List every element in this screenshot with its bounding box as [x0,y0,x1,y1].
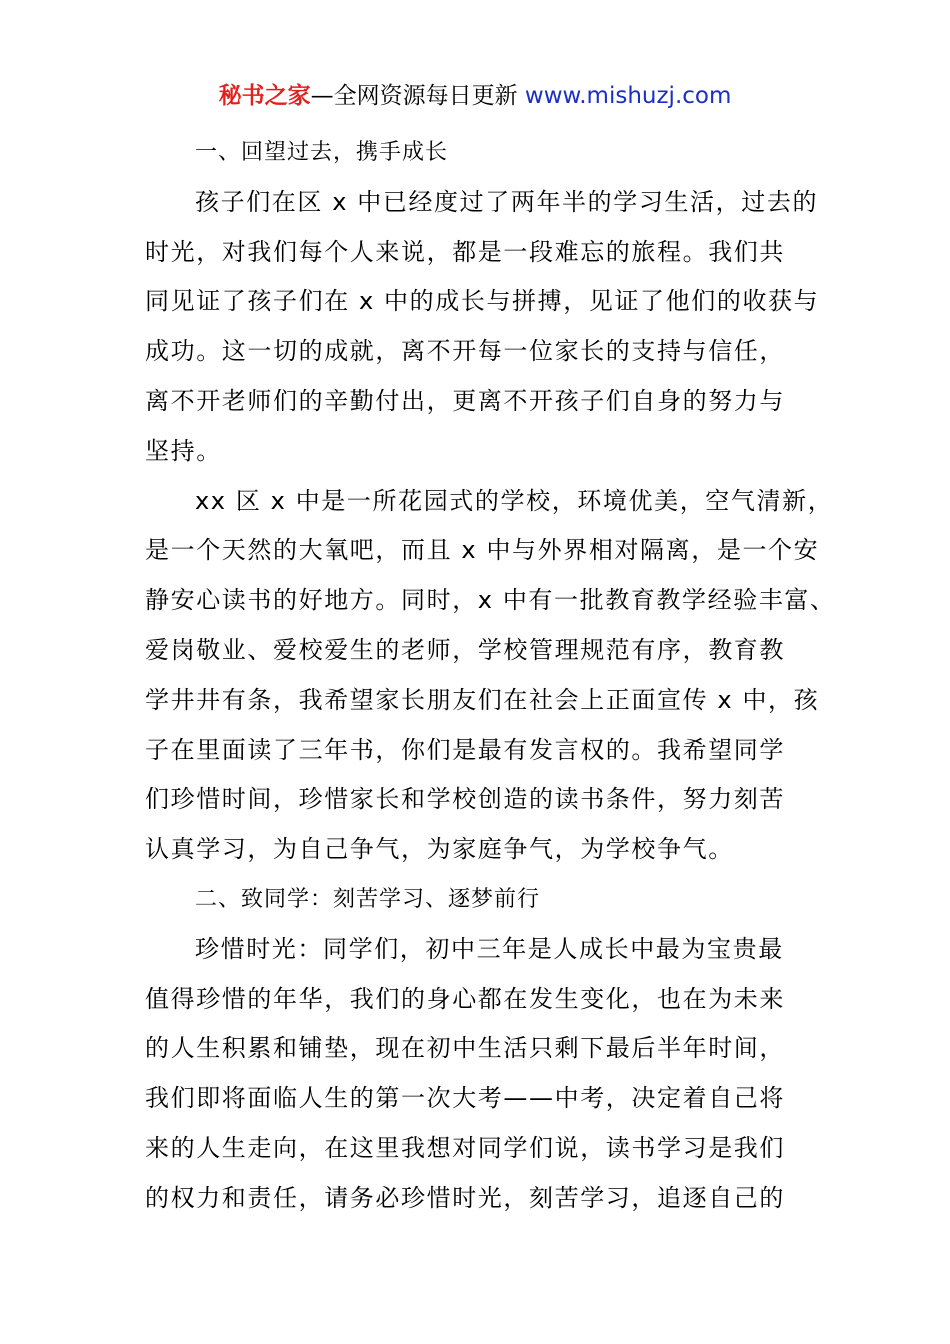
paragraph-line: 学井井有条，我希望家长朋友们在社会上正面宣传 x 中，孩 [145,685,820,714]
section-heading: 一、回望过去，携手成长 [195,140,449,165]
paragraph-line: 离不开老师们的辛勤付出，更离不开孩子们自身的努力与 [145,386,785,415]
header-tagline: —全网资源每日更新 [310,83,518,109]
paragraph-line: 是一个天然的大氧吧，而且 x 中与外界相对隔离，是一个安 [145,536,820,565]
site-url[interactable]: www.mishuzj.com [524,83,732,109]
paragraph-line: 值得珍惜的年华，我们的身心都在发生变化，也在为未来 [145,984,785,1013]
paragraph-line: 坚持。 [145,436,222,465]
brand-name: 秘书之家 [218,83,311,109]
paragraph-line: 同见证了孩子们在 x 中的成长与拼搏，见证了他们的收获与 [145,287,820,316]
section-heading: 二、致同学：刻苦学习、逐梦前行 [195,886,541,912]
paragraph-line: 时光，对我们每个人来说，都是一段难忘的旅程。我们共 [145,237,785,266]
document-body [145,128,836,1224]
paragraph-line: 们珍惜时间，珍惜家长和学校创造的读书条件，努力刻苦 [145,785,785,814]
paragraph-line: 静安心读书的好地方。同时，x 中有一批教育教学经验丰富、 [145,586,836,615]
paragraph-line: xx 区 x 中是一所花园式的学校，环境优美，空气清新， [195,486,834,515]
paragraph-line: 珍惜时光：同学们，初中三年是人成长中最为宝贵最 [195,934,784,963]
paragraph-line: 认真学习，为自己争气，为家庭争气，为学校争气。 [145,835,734,864]
paragraph-line: 我们即将面临人生的第一次大考——中考，决定着自己将 [145,1084,785,1113]
paragraph-line: 子在里面读了三年书，你们是最有发言权的。我希望同学 [145,735,785,764]
paragraph-line: 的权力和责任，请务必珍惜时光，刻苦学习，追逐自己的 [145,1183,785,1212]
paragraph-line: 孩子们在区 x 中已经度过了两年半的学习生活，过去的 [195,187,819,216]
site-header [0,80,950,112]
paragraph-line: 爱岗敬业、爱校爱生的老师，学校管理规范有序，教育教 [145,635,785,664]
paragraph-line: 来的人生走向，在这里我想对同学们说，读书学习是我们 [145,1133,785,1162]
paragraph-line: 的人生积累和铺垫，现在初中生活只剩下最后半年时间， [145,1034,785,1063]
paragraph-line: 成功。这一切的成就，离不开每一位家长的支持与信任， [145,337,785,366]
